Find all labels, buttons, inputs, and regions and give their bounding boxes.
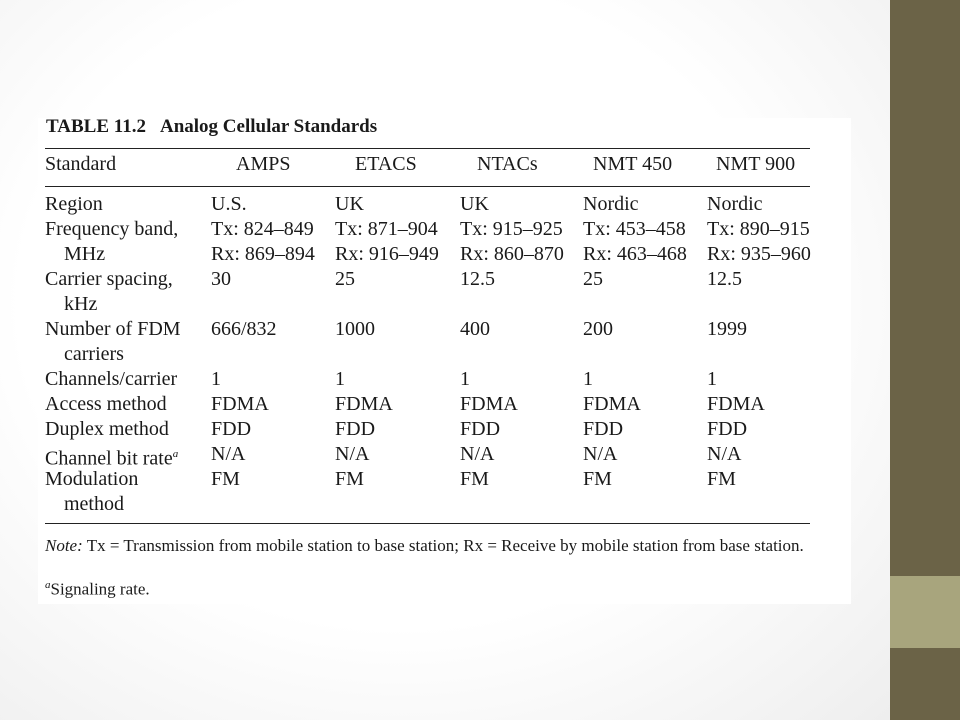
table-image-card [38,118,851,604]
rule-top [45,148,810,149]
table-cell: Nordic [707,193,763,215]
row-label: Channels/carrier [45,368,178,390]
header-nmt900: NMT 900 [716,153,796,175]
row-label: Region [45,193,103,215]
table-cell: 12.5 [460,268,495,290]
table-cell: FDD [707,418,748,440]
row-label: Carrier spacing, [45,268,173,290]
header-amps: AMPS [236,153,291,175]
table-cell: 1 [707,368,717,390]
decor-stripe-bottom [890,648,960,720]
table-cell: Rx: 463–468 [583,243,687,265]
table-cell: Tx: 824–849 [211,218,314,240]
table-cell: FDMA [211,393,269,415]
row-label: Access method [45,393,167,415]
table-cell: FDMA [460,393,518,415]
note-label: Note: [45,536,83,555]
table-cell: FDMA [583,393,641,415]
table-cell: 400 [460,318,490,340]
header-standard: Standard [45,153,117,175]
row-label: Channel bit rate$^a$ [45,447,179,470]
row-label: MHz [64,243,106,265]
table-cell: Tx: 890–915 [707,218,810,240]
table-cell: 666/832 [211,318,277,340]
table-cell: N/A [583,443,618,465]
footnote-mark: a [45,579,51,591]
row-label: Modulation [45,468,139,490]
note-text: Tx = Transmission from mobile station to base station; Rx = Receive by mobile station from base station. [86,536,804,555]
table-cell: 1999 [707,318,747,340]
table-cell: 1 [460,368,470,390]
row-label: kHz [64,293,98,315]
decor-stripe-top [890,0,960,576]
table-cell: N/A [335,443,370,465]
table-footnote [45,579,150,600]
table-cell: 200 [583,318,613,340]
table-title [46,116,377,138]
table-cell: 1 [583,368,593,390]
table-note [45,533,815,558]
row-label: method [64,493,124,515]
table-cell: 1 [335,368,345,390]
table-cell: FDD [335,418,376,440]
table-cell: UK [335,193,364,215]
rule-bottom [45,523,810,524]
table-cell: FM [460,468,489,490]
rule-header-bottom [45,186,810,187]
table-cell: 25 [335,268,355,290]
table-cell: FM [211,468,240,490]
footnote-ref: a [172,448,179,460]
table-cell: FM [583,468,612,490]
table-caption: Analog Cellular Standards [159,116,378,137]
table-cell: Rx: 916–949 [335,243,439,265]
table-cell: Rx: 869–894 [211,243,315,265]
table-cell: Tx: 915–925 [460,218,563,240]
table-cell: 30 [211,268,231,290]
table-cell: Nordic [583,193,639,215]
header-nmt450: NMT 450 [593,153,673,175]
table-cell: N/A [211,443,246,465]
header-ntacs: NTACs [477,153,538,175]
table-cell: 1 [211,368,221,390]
row-label: Number of FDM [45,318,181,340]
decor-stripe-middle [890,576,960,648]
table-cell: FM [707,468,736,490]
header-etacs: ETACS [355,153,417,175]
table-cell: FDD [460,418,501,440]
footnote-text: Signaling rate. [50,579,150,599]
table-cell: N/A [707,443,742,465]
table-cell: Tx: 871–904 [335,218,438,240]
table-cell: FDMA [707,393,765,415]
row-label: Duplex method [45,418,169,440]
row-label: Frequency band, [45,218,179,240]
table-cell: Rx: 935–960 [707,243,811,265]
table-cell: 12.5 [707,268,742,290]
table-cell: 1000 [335,318,375,340]
table-cell: U.S. [211,193,247,215]
table-cell: N/A [460,443,495,465]
table-cell: UK [460,193,489,215]
table-number: TABLE 11.2 [46,116,146,137]
table-cell: FM [335,468,364,490]
table-cell: Rx: 860–870 [460,243,564,265]
table-cell: 25 [583,268,603,290]
table-cell: FDMA [335,393,393,415]
table-cell: FDD [211,418,252,440]
row-label: carriers [64,343,124,365]
table-cell: FDD [583,418,624,440]
table-cell: Tx: 453–458 [583,218,686,240]
